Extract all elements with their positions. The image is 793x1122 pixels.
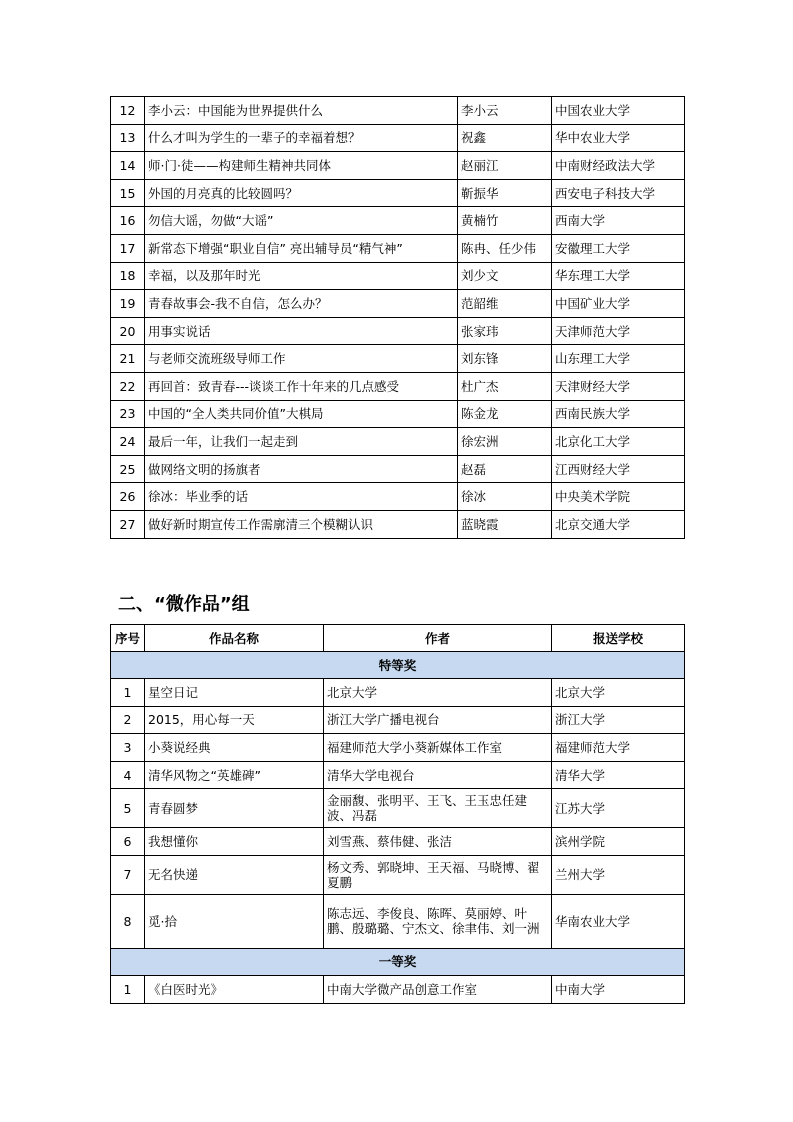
table-row [111,97,685,125]
cell-title: 做网络文明的扬旗者 [145,455,458,483]
cell-no: 23 [111,400,145,428]
cell-school: 北京大学 [552,679,685,707]
table-row [111,124,685,152]
cell-school: 安徽理工大学 [552,234,685,262]
cell-no: 24 [111,428,145,456]
table-row [111,262,685,290]
section-heading: 二、“微作品”组 [118,594,250,615]
cell-author: 杜广杰 [458,372,552,400]
cell-title: 2015，用心每一天 [145,706,324,734]
cell-school: 华东理工大学 [552,262,685,290]
cell-title: 无名快递 [145,855,324,894]
cell-title: 觅·拾 [145,894,324,948]
cell-school: 山东理工大学 [552,345,685,373]
cell-no: 3 [111,734,145,762]
table2-body [111,652,685,1004]
cell-author: 徐宏洲 [458,428,552,456]
cell-school: 中央美术学院 [552,483,685,511]
cell-school: 清华大学 [552,761,685,789]
cell-school: 华南农业大学 [552,894,685,948]
cell-no: 2 [111,706,145,734]
cell-title: 青春故事会-我不自信，怎么办？ [145,290,458,318]
cell-school: 天津财经大学 [552,372,685,400]
cell-no: 14 [111,152,145,180]
cell-no: 16 [111,207,145,235]
table-row [111,428,685,456]
cell-school: 滨州学院 [552,828,685,856]
cell-title: 李小云：中国能为世界提供什么 [145,97,458,125]
table-row [111,706,685,734]
cell-title: 再回首：致青春---谈谈工作十年来的几点感受 [145,372,458,400]
cell-title: 外国的月亮真的比较圆吗？ [145,179,458,207]
award-table-continued [110,96,685,539]
table-row [111,855,685,894]
cell-author: 清华大学电视台 [324,761,552,789]
cell-school: 西南民族大学 [552,400,685,428]
table-row [111,179,685,207]
cell-title: 青春圆梦 [145,789,324,828]
cell-author: 靳振华 [458,179,552,207]
cell-school: 福建师范大学 [552,734,685,762]
cell-author: 李小云 [458,97,552,125]
table-row [111,734,685,762]
cell-author: 黄楠竹 [458,207,552,235]
cell-title: 小葵说经典 [145,734,324,762]
cell-author: 金丽馥、张明平、王飞、王玉忠任建波、冯磊 [324,789,552,828]
cell-school: 北京交通大学 [552,510,685,538]
cell-title: 用事实说话 [145,317,458,345]
table-row [111,372,685,400]
cell-no: 8 [111,894,145,948]
cell-author: 张家玮 [458,317,552,345]
header-title: 作品名称 [145,625,324,652]
cell-no: 26 [111,483,145,511]
cell-author: 中南大学微产品创意工作室 [324,975,552,1003]
table-row [111,483,685,511]
cell-no: 4 [111,761,145,789]
cell-title: 师·门·徒——构建师生精神共同体 [145,152,458,180]
cell-title: 清华风物之“英雄碑” [145,761,324,789]
cell-school: 浙江大学 [552,706,685,734]
table-row [111,510,685,538]
cell-author: 陈金龙 [458,400,552,428]
table-row [111,317,685,345]
cell-title: 新常态下增强“职业自信” 亮出辅导员“精气神” [145,234,458,262]
cell-school: 兰州大学 [552,855,685,894]
cell-no: 15 [111,179,145,207]
group-first-award-label: 一等奖 [111,948,685,975]
cell-title: 《白医时光》 [145,975,324,1003]
table-row [111,234,685,262]
cell-no: 1 [111,679,145,707]
table-row [111,975,685,1003]
cell-school: 中国矿业大学 [552,290,685,318]
header-school: 报送学校 [552,625,685,652]
cell-no: 25 [111,455,145,483]
cell-author: 刘东锋 [458,345,552,373]
cell-school: 天津师范大学 [552,317,685,345]
cell-title: 什么才叫为学生的一辈子的幸福着想？ [145,124,458,152]
table-row [111,828,685,856]
cell-school: 华中农业大学 [552,124,685,152]
group-first-award [111,948,685,975]
cell-title: 幸福，以及那年时光 [145,262,458,290]
cell-no: 6 [111,828,145,856]
cell-author: 陈冉、任少伟 [458,234,552,262]
cell-no: 7 [111,855,145,894]
cell-no: 27 [111,510,145,538]
cell-school: 中南大学 [552,975,685,1003]
cell-school: 中南财经政法大学 [552,152,685,180]
table-row [111,789,685,828]
cell-school: 江苏大学 [552,789,685,828]
table-row [111,455,685,483]
micro-works-table [110,624,685,1004]
header-row [111,625,685,652]
cell-no: 21 [111,345,145,373]
cell-author: 赵磊 [458,455,552,483]
table-row [111,152,685,180]
cell-author: 福建师范大学小葵新媒体工作室 [324,734,552,762]
cell-author: 陈志远、李俊良、陈晖、莫丽婷、叶鹏、殷璐璐、宁杰文、徐聿伟、刘一洲 [324,894,552,948]
cell-author: 范韶维 [458,290,552,318]
cell-title: 最后一年，让我们一起走到 [145,428,458,456]
cell-author: 蓝晓霞 [458,510,552,538]
cell-title: 星空日记 [145,679,324,707]
cell-title: 与老师交流班级导师工作 [145,345,458,373]
cell-school: 中国农业大学 [552,97,685,125]
cell-author: 杨文秀、郭晓坤、王天福、马晓博、翟夏鹏 [324,855,552,894]
header-author: 作者 [324,625,552,652]
cell-school: 江西财经大学 [552,455,685,483]
cell-author: 徐冰 [458,483,552,511]
cell-title: 徐冰：毕业季的话 [145,483,458,511]
cell-author: 北京大学 [324,679,552,707]
cell-author: 浙江大学广播电视台 [324,706,552,734]
table-row [111,290,685,318]
cell-no: 18 [111,262,145,290]
cell-title: 我想懂你 [145,828,324,856]
table-row [111,345,685,373]
group-special-award-label: 特等奖 [111,652,685,679]
table-row [111,894,685,948]
cell-school: 北京化工大学 [552,428,685,456]
cell-author: 祝鑫 [458,124,552,152]
cell-no: 17 [111,234,145,262]
cell-title: 做好新时期宣传工作需廓清三个模糊认识 [145,510,458,538]
cell-no: 1 [111,975,145,1003]
cell-school: 西南大学 [552,207,685,235]
header-no: 序号 [111,625,145,652]
table1-body [111,97,685,539]
group-special-award [111,652,685,679]
cell-school: 西安电子科技大学 [552,179,685,207]
cell-no: 13 [111,124,145,152]
table-row [111,761,685,789]
cell-author: 刘雪燕、蔡伟健、张洁 [324,828,552,856]
table-row [111,207,685,235]
cell-no: 22 [111,372,145,400]
cell-title: 中国的“全人类共同价值”大棋局 [145,400,458,428]
cell-author: 赵丽江 [458,152,552,180]
table-row [111,400,685,428]
cell-author: 刘少文 [458,262,552,290]
cell-no: 12 [111,97,145,125]
cell-no: 19 [111,290,145,318]
table-row [111,679,685,707]
cell-title: 勿信大谣，勿做“大谣” [145,207,458,235]
cell-no: 20 [111,317,145,345]
cell-no: 5 [111,789,145,828]
